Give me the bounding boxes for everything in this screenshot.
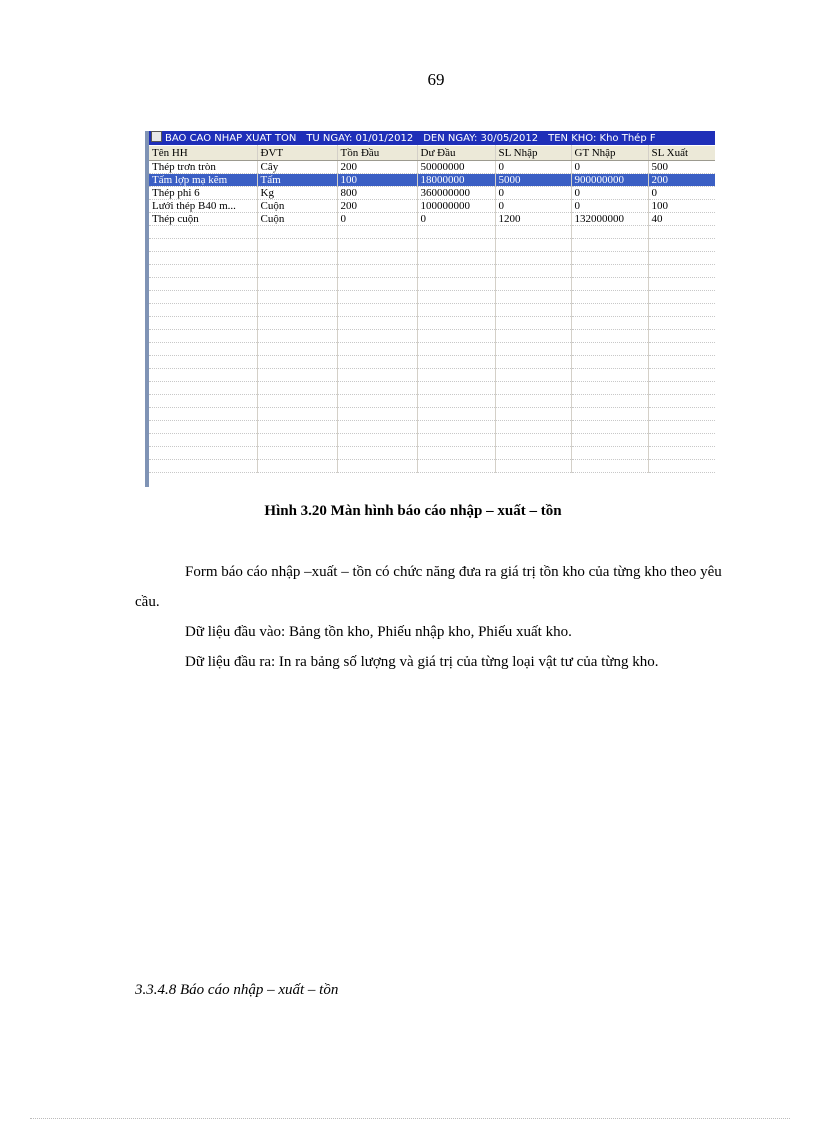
section-heading: 3.3.4.8 Báo cáo nhập – xuất – tồn xyxy=(135,982,339,998)
report-window-screenshot xyxy=(145,131,715,487)
empty-cell xyxy=(149,343,257,356)
empty-cell xyxy=(648,421,715,434)
empty-cell xyxy=(257,252,337,265)
empty-cell xyxy=(257,356,337,369)
empty-cell xyxy=(648,317,715,330)
empty-cell xyxy=(337,382,417,395)
col-header-import-value[interactable]: GT Nhập xyxy=(571,146,648,161)
empty-cell xyxy=(648,226,715,239)
col-header-unit[interactable]: ĐVT xyxy=(257,146,337,161)
empty-cell xyxy=(337,343,417,356)
empty-cell xyxy=(571,265,648,278)
paragraph-input: Dữ liệu đầu vào: Bảng tồn kho, Phiếu nhập kho, Phiếu xuất kho. xyxy=(185,624,572,640)
empty-cell xyxy=(417,330,495,343)
cell-export-qty[interactable]: 500 xyxy=(648,161,715,174)
empty-cell xyxy=(257,395,337,408)
empty-row xyxy=(149,460,715,473)
empty-cell xyxy=(149,265,257,278)
empty-cell xyxy=(495,447,571,460)
cell-name[interactable]: Lưới thép B40 m... xyxy=(149,200,257,213)
empty-cell xyxy=(495,434,571,447)
empty-cell xyxy=(495,226,571,239)
empty-row xyxy=(149,421,715,434)
empty-cell xyxy=(571,278,648,291)
empty-cell xyxy=(495,408,571,421)
empty-cell xyxy=(149,356,257,369)
empty-cell xyxy=(495,278,571,291)
empty-cell xyxy=(257,343,337,356)
empty-cell xyxy=(571,447,648,460)
empty-cell xyxy=(495,265,571,278)
empty-cell xyxy=(337,239,417,252)
empty-cell xyxy=(571,460,648,473)
empty-cell xyxy=(337,278,417,291)
empty-cell xyxy=(648,382,715,395)
cell-export-qty[interactable]: 200 xyxy=(648,174,715,187)
empty-cell xyxy=(417,434,495,447)
title-warehouse: TEN KHO: Kho Thép F xyxy=(548,133,656,144)
empty-cell xyxy=(337,421,417,434)
empty-cell xyxy=(571,395,648,408)
empty-cell xyxy=(495,395,571,408)
empty-cell xyxy=(149,278,257,291)
empty-cell xyxy=(417,278,495,291)
cell-unit[interactable]: Cuộn xyxy=(257,213,337,226)
empty-cell xyxy=(337,356,417,369)
paragraph-output: Dữ liệu đầu ra: In ra bảng số lượng và giá trị của từng loại vật tư của từng kho. xyxy=(185,654,659,670)
empty-cell xyxy=(417,252,495,265)
empty-cell xyxy=(648,252,715,265)
empty-cell xyxy=(648,369,715,382)
cell-import-qty[interactable]: 1200 xyxy=(495,213,571,226)
empty-cell xyxy=(149,330,257,343)
empty-cell xyxy=(495,239,571,252)
cell-opening-value[interactable]: 360000000 xyxy=(417,187,495,200)
empty-cell xyxy=(149,226,257,239)
empty-cell xyxy=(417,421,495,434)
empty-cell xyxy=(417,317,495,330)
cell-unit[interactable]: Cuộn xyxy=(257,200,337,213)
empty-cell xyxy=(257,265,337,278)
footer-divider xyxy=(30,1118,790,1119)
empty-cell xyxy=(495,356,571,369)
empty-cell xyxy=(257,304,337,317)
table-row[interactable] xyxy=(149,213,715,226)
empty-cell xyxy=(571,291,648,304)
empty-cell xyxy=(495,304,571,317)
empty-cell xyxy=(571,421,648,434)
cell-import-value[interactable]: 132000000 xyxy=(571,213,648,226)
empty-cell xyxy=(417,369,495,382)
report-grid xyxy=(149,145,715,473)
empty-cell xyxy=(495,252,571,265)
empty-row xyxy=(149,265,715,278)
empty-cell xyxy=(571,304,648,317)
empty-row xyxy=(149,330,715,343)
empty-cell xyxy=(495,291,571,304)
col-header-opening-value[interactable]: Dư Đầu xyxy=(417,146,495,161)
empty-cell xyxy=(149,252,257,265)
empty-cell xyxy=(571,330,648,343)
cell-export-qty[interactable]: 100 xyxy=(648,200,715,213)
empty-cell xyxy=(149,447,257,460)
empty-cell xyxy=(257,460,337,473)
cell-name[interactable]: Thép cuộn xyxy=(149,213,257,226)
empty-cell xyxy=(495,343,571,356)
empty-cell xyxy=(257,421,337,434)
empty-cell xyxy=(257,369,337,382)
empty-row xyxy=(149,447,715,460)
cell-name[interactable]: Thép trơn tròn xyxy=(149,161,257,174)
empty-cell xyxy=(257,408,337,421)
empty-cell xyxy=(337,408,417,421)
empty-cell xyxy=(337,330,417,343)
empty-cell xyxy=(417,460,495,473)
empty-cell xyxy=(149,369,257,382)
empty-cell xyxy=(149,434,257,447)
cell-import-value[interactable]: 0 xyxy=(571,200,648,213)
empty-cell xyxy=(648,265,715,278)
empty-cell xyxy=(648,278,715,291)
empty-cell xyxy=(337,317,417,330)
empty-cell xyxy=(571,343,648,356)
empty-cell xyxy=(648,408,715,421)
figure-caption: Hình 3.20 Màn hình báo cáo nhập – xuất – tồn xyxy=(264,503,562,519)
empty-cell xyxy=(417,343,495,356)
empty-cell xyxy=(417,408,495,421)
empty-cell xyxy=(648,395,715,408)
page-number: 69 xyxy=(427,70,445,89)
empty-cell xyxy=(149,239,257,252)
empty-cell xyxy=(257,239,337,252)
col-header-opening-qty[interactable]: Tồn Đầu xyxy=(337,146,417,161)
empty-cell xyxy=(149,395,257,408)
empty-cell xyxy=(571,408,648,421)
cell-unit[interactable]: Tấm xyxy=(257,174,337,187)
cell-import-value[interactable]: 0 xyxy=(571,161,648,174)
empty-cell xyxy=(417,291,495,304)
empty-cell xyxy=(149,317,257,330)
cell-export-qty[interactable]: 0 xyxy=(648,187,715,200)
empty-cell xyxy=(337,395,417,408)
empty-cell xyxy=(257,226,337,239)
empty-row xyxy=(149,226,715,239)
cell-import-value[interactable]: 0 xyxy=(571,187,648,200)
table-row[interactable] xyxy=(149,187,715,200)
empty-cell xyxy=(495,382,571,395)
title-report: BAO CAO NHAP XUAT TON xyxy=(165,133,297,144)
empty-cell xyxy=(417,382,495,395)
empty-row xyxy=(149,278,715,291)
empty-cell xyxy=(417,239,495,252)
empty-row xyxy=(149,382,715,395)
window-titlebar xyxy=(149,131,715,145)
empty-cell xyxy=(648,239,715,252)
cell-import-qty[interactable]: 0 xyxy=(495,161,571,174)
empty-cell xyxy=(648,343,715,356)
empty-cell xyxy=(417,265,495,278)
empty-cell xyxy=(417,447,495,460)
empty-cell xyxy=(337,460,417,473)
cell-import-value[interactable]: 900000000 xyxy=(571,174,648,187)
empty-cell xyxy=(495,421,571,434)
cell-import-qty[interactable]: 5000 xyxy=(495,174,571,187)
cell-opening-qty[interactable]: 200 xyxy=(337,161,417,174)
cell-export-qty[interactable]: 40 xyxy=(648,213,715,226)
cell-unit[interactable]: Cây xyxy=(257,161,337,174)
empty-row xyxy=(149,356,715,369)
empty-cell xyxy=(149,421,257,434)
empty-cell xyxy=(337,447,417,460)
empty-cell xyxy=(571,382,648,395)
table-row[interactable] xyxy=(149,161,715,174)
empty-row xyxy=(149,317,715,330)
empty-cell xyxy=(417,304,495,317)
empty-cell xyxy=(495,369,571,382)
empty-cell xyxy=(337,226,417,239)
empty-row xyxy=(149,343,715,356)
empty-cell xyxy=(648,304,715,317)
empty-cell xyxy=(149,382,257,395)
cell-opening-qty[interactable]: 200 xyxy=(337,200,417,213)
empty-row xyxy=(149,434,715,447)
empty-cell xyxy=(149,460,257,473)
empty-row xyxy=(149,291,715,304)
empty-cell xyxy=(495,330,571,343)
cell-opening-value[interactable]: 18000000 xyxy=(417,174,495,187)
empty-cell xyxy=(337,369,417,382)
empty-cell xyxy=(257,447,337,460)
empty-cell xyxy=(149,408,257,421)
empty-row xyxy=(149,369,715,382)
empty-cell xyxy=(495,460,571,473)
empty-cell xyxy=(571,356,648,369)
col-header-name[interactable]: Tên HH xyxy=(149,146,257,161)
empty-row xyxy=(149,252,715,265)
col-header-import-qty[interactable]: SL Nhập xyxy=(495,146,571,161)
empty-cell xyxy=(149,304,257,317)
cell-import-qty[interactable]: 0 xyxy=(495,200,571,213)
empty-cell xyxy=(257,330,337,343)
empty-cell xyxy=(571,239,648,252)
empty-cell xyxy=(571,226,648,239)
col-header-export-qty[interactable]: SL Xuất xyxy=(648,146,715,161)
empty-cell xyxy=(648,460,715,473)
empty-cell xyxy=(648,447,715,460)
cell-opening-value[interactable]: 0 xyxy=(417,213,495,226)
empty-cell xyxy=(417,226,495,239)
empty-row xyxy=(149,304,715,317)
empty-cell xyxy=(648,434,715,447)
empty-cell xyxy=(571,369,648,382)
empty-cell xyxy=(337,304,417,317)
empty-cell xyxy=(571,434,648,447)
empty-cell xyxy=(337,434,417,447)
empty-row xyxy=(149,395,715,408)
empty-cell xyxy=(257,434,337,447)
app-icon xyxy=(151,131,162,142)
empty-cell xyxy=(571,252,648,265)
table-row[interactable] xyxy=(149,174,715,187)
title-to-date: DEN NGAY: 30/05/2012 xyxy=(423,133,539,144)
cell-opening-value[interactable]: 100000000 xyxy=(417,200,495,213)
empty-row xyxy=(149,239,715,252)
empty-cell xyxy=(648,291,715,304)
cell-opening-value[interactable]: 50000000 xyxy=(417,161,495,174)
empty-cell xyxy=(257,278,337,291)
empty-cell xyxy=(417,356,495,369)
grid-header-row xyxy=(149,146,715,161)
cell-name[interactable]: Tấm lợp mạ kẽm xyxy=(149,174,257,187)
table-row[interactable] xyxy=(149,200,715,213)
empty-cell xyxy=(648,356,715,369)
cell-import-qty[interactable]: 0 xyxy=(495,187,571,200)
cell-opening-qty[interactable]: 100 xyxy=(337,174,417,187)
empty-cell xyxy=(337,265,417,278)
empty-cell xyxy=(648,330,715,343)
empty-cell xyxy=(495,317,571,330)
empty-cell xyxy=(417,395,495,408)
empty-cell xyxy=(337,252,417,265)
empty-row xyxy=(149,408,715,421)
cell-opening-qty[interactable]: 800 xyxy=(337,187,417,200)
cell-unit[interactable]: Kg xyxy=(257,187,337,200)
cell-name[interactable]: Thép phi 6 xyxy=(149,187,257,200)
empty-cell xyxy=(571,317,648,330)
paragraph-description: Form báo cáo nhập –xuất – tồn có chức năng đưa ra giá trị tồn kho của từng kho theo yêu cầu. xyxy=(135,564,722,610)
empty-cell xyxy=(149,291,257,304)
title-from-date: TU NGAY: 01/01/2012 xyxy=(306,133,414,144)
empty-cell xyxy=(257,291,337,304)
empty-cell xyxy=(257,382,337,395)
cell-opening-qty[interactable]: 0 xyxy=(337,213,417,226)
empty-cell xyxy=(257,317,337,330)
empty-cell xyxy=(337,291,417,304)
